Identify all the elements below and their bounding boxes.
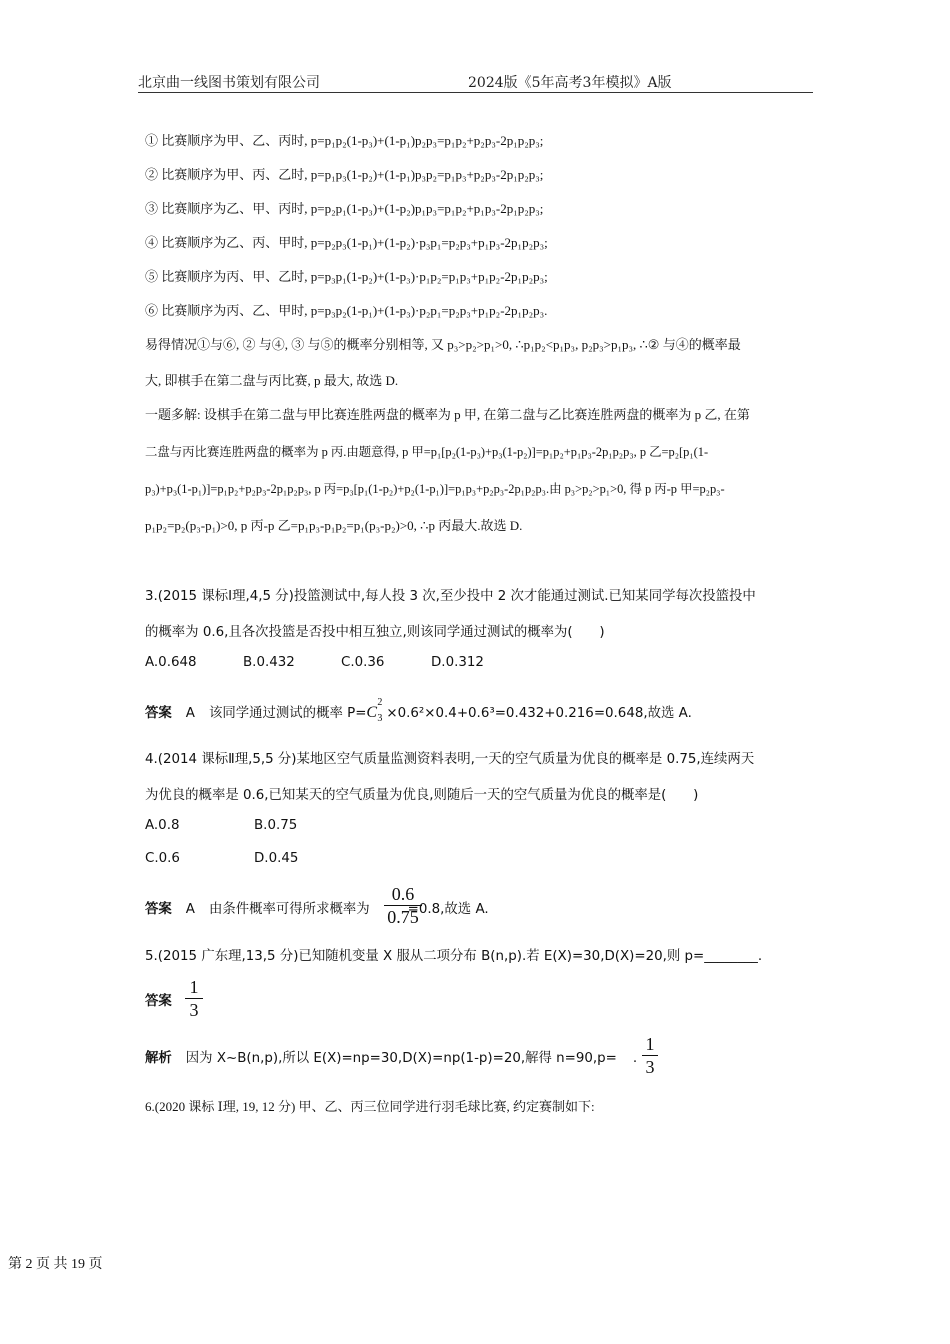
answer-text: 该同学通过测试的概率 P=: [208, 706, 367, 721]
solution-line: 二盘与丙比赛连胜两盘的概率为 p 丙.由题意得, p 甲=p₁[p₂(1-p₃)+p₃(1-p₂)]=p₁p₂+p₁p₃-2p₁p₂p₃, p 乙=p₂[p₁(1-: [145, 445, 709, 459]
answer-text-post: =0.8,故选 A.: [407, 902, 489, 917]
page-footer: 第 2 页 共 19 页: [8, 1257, 103, 1272]
q6-stem: 6.(2020 课标 Ⅰ理, 19, 12 分) 甲、乙、丙三位同学进行羽毛球比赛, 约定赛制如下:: [145, 1099, 595, 1114]
solution-line: 易得情况①与⑥, ② 与④, ③ 与⑤的概率分别相等, 又 p₃>p₂>p₁>0, ∴p₁p₂<p₁p₃, p₂p₃>p₁p₃, ∴② 与④的概率最: [145, 337, 741, 352]
q4-option-b: B.0.75: [254, 818, 298, 833]
solution-line: ⑥ 比赛顺序为丙、乙、甲时, p=p₃p₂(1-p₁)+(1-p₃)·p₂p₁=p₂p₃+p₁p₂-2p₁p₂p₃.: [145, 303, 548, 318]
solution-line: 一题多解: 设棋手在第二盘与甲比赛连胜两盘的概率为 p 甲, 在第二盘与乙比赛连胜两盘的概率为 p 乙, 在第: [145, 407, 750, 422]
solution-line: p₃)+p₃(1-p₁)]=p₁p₂+p₂p₃-2p₁p₂p₃, p 丙=p₃[p₁(1-p₂)+p₂(1-p₁)]=p₁p₃+p₂p₃-2p₁p₂p₃.由 p₃>p₂>p₁>0, 得 p 丙-p 甲=p₂p₃-: [145, 482, 725, 496]
q4-fraction: 0.6 0.75: [384, 884, 422, 927]
q3-option-d: D.0.312: [431, 655, 484, 670]
solution-line: 大, 即棋手在第二盘与丙比赛, p 最大, 故选 D.: [145, 373, 399, 388]
q4-answer: [145, 898, 489, 917]
q5-analysis: [145, 1047, 637, 1066]
solution-line: ② 比赛顺序为甲、丙、乙时, p=p₁p₃(1-p₂)+(1-p₁)p₃p₂=p₁p₃+p₂p₃-2p₁p₂p₃;: [145, 167, 544, 182]
answer-text: 由条件概率可得所求概率为: [208, 902, 370, 917]
answer-label: 答案: [145, 902, 172, 917]
header-publisher: 北京曲一线图书策划有限公司: [138, 75, 320, 91]
q3-option-c: C.0.36: [341, 655, 385, 670]
q5-analysis-fraction: 1 3: [642, 1034, 658, 1077]
q5-stem: 5.(2015 广东理,13,5 分)已知随机变量 X 服从二项分布 B(n,p).若 E(X)=30,D(X)=20,则 p=________.: [145, 949, 763, 964]
answer-key: A: [185, 902, 195, 917]
answer-key: A: [185, 706, 195, 721]
combination: C 2 3: [366, 697, 383, 724]
q3-option-b: B.0.432: [243, 655, 295, 670]
q4-stem: 为优良的概率是 0.6,已知某天的空气质量为优良,则随后一天的空气质量为优良的概率是( ): [145, 788, 699, 803]
q4-option-a: A.0.8: [145, 818, 180, 833]
q3-stem: 的概率为 0.6,且各次投篮是否投中相互独立,则该同学通过测试的概率为( ): [145, 625, 605, 640]
q3-option-a: A.0.648: [145, 655, 197, 670]
q4-option-c: C.0.6: [145, 851, 180, 866]
q5-answer-label: 答案: [145, 994, 172, 1009]
solution-line: ⑤ 比赛顺序为丙、甲、乙时, p=p₃p₁(1-p₂)+(1-p₃)·p₁p₂=p₁p₃+p₁p₂-2p₁p₂p₃;: [145, 269, 548, 284]
q4-stem: 4.(2014 课标Ⅱ理,5,5 分)某地区空气质量监测资料表明,一天的空气质量为优良的概率是 0.75,连续两天: [145, 752, 755, 767]
q3-answer: [145, 697, 692, 724]
q5-answer-fraction: 1 3: [185, 977, 203, 1020]
solution-line: ④ 比赛顺序为乙、丙、甲时, p=p₂p₃(1-p₁)+(1-p₂)·p₃p₁=p₂p₃+p₁p₃-2p₁p₂p₃;: [145, 235, 548, 250]
header-edition: 2024版《5年高考3年模拟》A版: [468, 75, 672, 91]
analysis-end: .: [632, 1051, 638, 1066]
header-divider: [138, 92, 813, 93]
solution-line: ③ 比赛顺序为乙、甲、丙时, p=p₂p₁(1-p₃)+(1-p₂)p₁p₃=p₁p₂+p₁p₃-2p₁p₂p₃;: [145, 201, 544, 216]
q4-option-d: D.0.45: [254, 851, 299, 866]
analysis-text: 因为 X~B(n,p),所以 E(X)=np=30,D(X)=np(1-p)=20,解得 n=90,p=: [185, 1051, 617, 1066]
solution-line: p₁p₂=p₂(p₃-p₁)>0, p 丙-p 乙=p₁p₃-p₁p₂=p₁(p₃-p₂)>0, ∴p 丙最大.故选 D.: [145, 518, 523, 533]
answer-label: 答案: [145, 706, 172, 721]
analysis-label: 解析: [145, 1051, 172, 1066]
answer-text-post: ×0.6²×0.4+0.6³=0.432+0.216=0.648,故选 A.: [386, 706, 692, 721]
solution-line: ① 比赛顺序为甲、乙、丙时, p=p₁p₂(1-p₃)+(1-p₁)p₂p₃=p₁p₂+p₂p₃-2p₁p₂p₃;: [145, 133, 544, 148]
q3-stem: 3.(2015 课标Ⅰ理,4,5 分)投篮测试中,每人投 3 次,至少投中 2 次才能通过测试.已知某同学每次投篮投中: [145, 589, 756, 604]
